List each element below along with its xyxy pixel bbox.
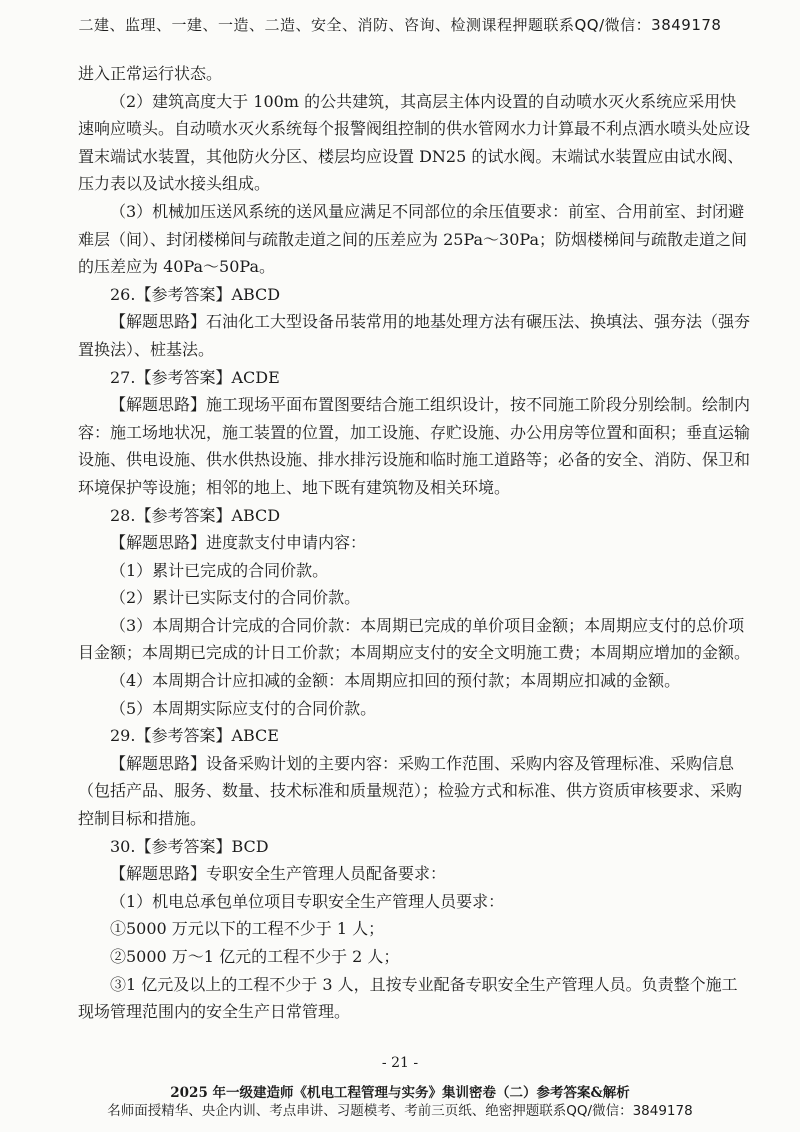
paragraph: 【解题思路】施工现场平面布置图要结合施工组织设计，按不同施工阶段分别绘制。绘制内容：施工场地状况，施工装置的位置，加工设施、存贮设施、办公用房等位置和面积；垂直运输设施、供电设施、供水供热设施、排水排污设施和临时施工道路等；必备的安全、消防、保卫和环境保护等设施；相邻的地上、地下既有建筑物及相关环境。 (78, 395, 751, 497)
footer-contact: 名师面授精华、央企内训、考点串讲、习题模考、考前三页纸、绝密押题联系QQ/微信：3849178 (107, 1103, 693, 1119)
paragraph: （2）建筑高度大于 100m 的公共建筑，其高层主体内设置的自动喷水灭火系统应采用快速响应喷头。自动喷水灭火系统每个报警阀组控制的供水管网水力计算最不利点洒水喷头处应设置末端试水装置，其他防火分区、楼层均应设置 DN25 的试水阀。末端试水装置应由试水阀、压力表以及试水接头组成。 (78, 91, 751, 194)
paragraph: 26.【参考答案】ABCD (110, 284, 281, 304)
paragraph: ②5000 万～1 亿元的工程不少于 2 人； (110, 947, 400, 966)
paragraph: 【解题思路】设备采购计划的主要内容：采购工作范围、采购内容及管理标准、采购信息（包括产品、服务、数量、技术标准和质量规范）；检验方式和标准、供方资质审核要求、采购控制目标和措施。 (78, 753, 743, 829)
page-header: 二建、监理、一建、一造、二造、安全、消防、咨询、检测课程押题联系QQ/微信：3849178 (78, 16, 722, 34)
document-body (78, 60, 750, 1026)
paragraph: 27.【参考答案】ACDE (110, 367, 280, 387)
document-title-footer: 2025 年一级建造师《机电工程管理与实务》集训密卷（二）参考答案&解析 (170, 1085, 630, 1101)
paragraph: （2）累计已实际支付的合同价款。 (110, 588, 361, 608)
paragraph: 【解题思路】石油化工大型设备吊装常用的地基处理方法有碾压法、换填法、强夯法（强夯置换法）、桩基法。 (78, 312, 751, 359)
page-number: - 21 - (381, 1055, 419, 1071)
paragraph: （1）机电总承包单位项目专职安全生产管理人员要求： (110, 891, 505, 911)
paragraph: 30.【参考答案】BCD (110, 836, 269, 856)
paragraph: 【解题思路】专职安全生产管理人员配备要求： (110, 864, 447, 884)
paragraph: （3）机械加压送风系统的送风量应满足不同部位的余压值要求：前室、合用前室、封闭避难层（间）、封闭楼梯间与疏散走道之间的压差应为 25Pa～30Pa；防烟楼梯间与疏散走道之间的压差应为 40Pa～50Pa。 (78, 201, 747, 277)
paragraph: ③1 亿元及以上的工程不少于 3 人，且按专业配备专职安全生产管理人员。负责整个施工现场管理范围内的安全生产日常管理。 (78, 974, 738, 1022)
paragraph: （1）累计已完成的合同价款。 (110, 560, 329, 580)
paragraph: （5）本周期实际应支付的合同价款。 (110, 698, 377, 718)
paragraph: （4）本周期合计应扣减的金额：本周期应扣回的预付款；本周期应扣减的金额。 (110, 671, 681, 691)
paragraph: 进入正常运行状态。 (78, 64, 223, 83)
paragraph: 29.【参考答案】ABCE (110, 726, 279, 746)
paragraph: 【解题思路】进度款支付申请内容： (110, 533, 367, 553)
paragraph: （3）本周期合计完成的合同价款：本周期已完成的单价项目金额；本周期应支付的总价项目金额；本周期已完成的计日工价款；本周期应支付的安全文明施工费；本周期应增加的金额。 (78, 615, 751, 663)
paragraph: ①5000 万元以下的工程不少于 1 人； (110, 919, 385, 939)
paragraph: 28.【参考答案】ABCD (110, 505, 281, 525)
